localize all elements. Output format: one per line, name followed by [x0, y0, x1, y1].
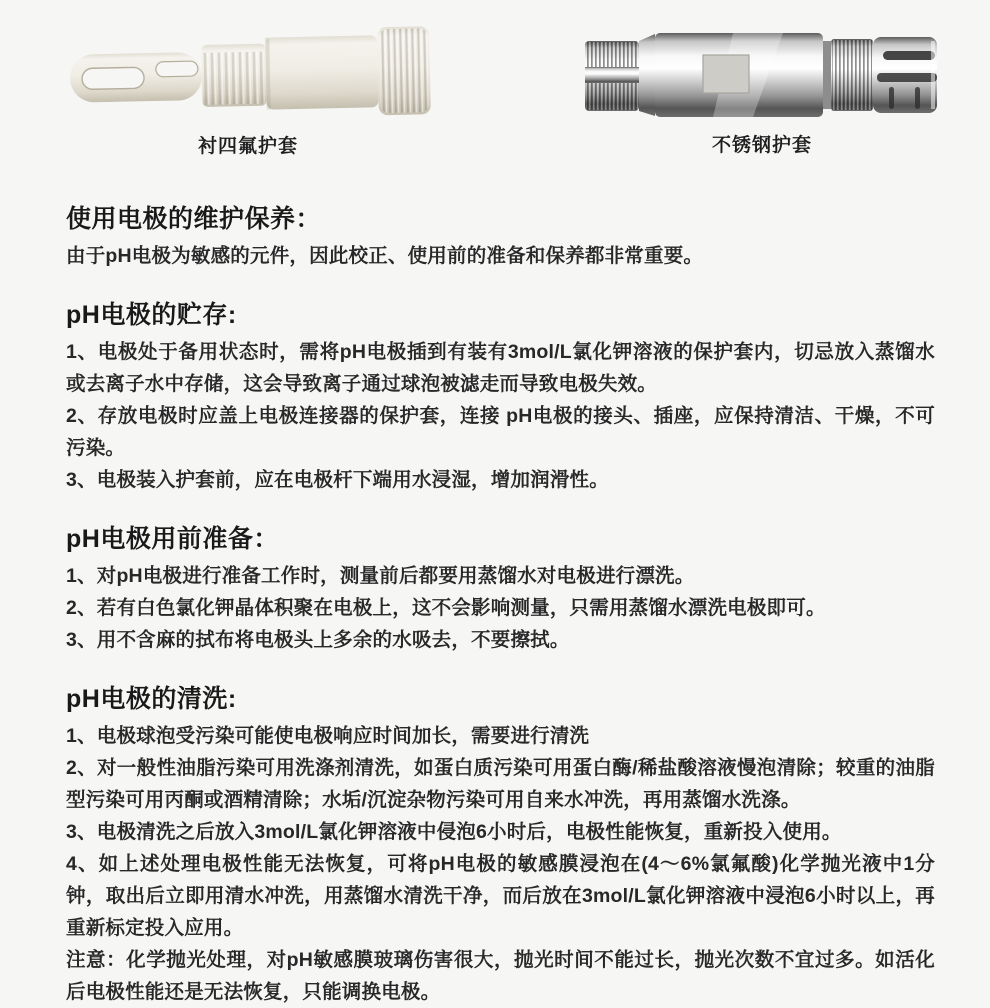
- product-images-row: [0, 0, 990, 158]
- section-heading-cleaning: pH电极的清洗:: [66, 685, 237, 713]
- product-steel-sleeve: [582, 26, 942, 157]
- list-item: 2、若有白色氯化钾晶体积聚在电极上，这不会影响测量，只需用蒸馏水漂洗电极即可。: [66, 597, 826, 619]
- section-cleaning: [66, 682, 935, 1008]
- list-item: 1、电极处于备用状态时，需将pH电极插到有装有3mol/L氯化钾溶液的保护套内，切忌放入蒸馏水或去离子水中存储，这会导致离子通过球泡被滤走而导致电极失效。: [66, 341, 935, 395]
- section-paragraph: 由于pH电极为敏感的元件，因此校正、使用前的准备和保养都非常重要。: [66, 245, 704, 267]
- steel-sleeve-image: [582, 29, 942, 121]
- list-item: 3、电极装入护套前，应在电极杆下端用水浸湿，增加润滑性。: [66, 469, 609, 491]
- list-item: 4、如上述处理电极性能无法恢复，可将pH电极的敏感膜浸泡在(4～6%氯氟酸)化学抛光液中1分钟，取出后立即用清水冲洗，用蒸馏水清洗干净，而后放在3mol/L氯化钾溶液中浸泡6小时以上，再重新标定投入应用。: [66, 853, 935, 939]
- product-caption-ptfe: 衬四氟护套: [197, 136, 298, 157]
- list-item: 1、电极球泡受污染可能使电极响应时间加长，需要进行清洗: [66, 725, 590, 747]
- section-heading-preparation: pH电极用前准备：: [66, 525, 279, 553]
- list-item: 2、对一般性油脂污染可用洗涤剂清洗，如蛋白质污染可用蛋白酶/稀盐酸溶液慢泡清除；较重的油脂型污染可用丙酮或酒精清除；水垢/沉淀杂物污染可用自来水冲洗，再用蒸馏水洗涤。: [66, 757, 935, 811]
- section-preparation: [66, 522, 935, 656]
- list-item: 3、用不含麻的拭布将电极头上多余的水吸去，不要擦拭。: [66, 629, 570, 651]
- section-heading-maintenance: 使用电极的维护保养：: [66, 205, 322, 233]
- list-item: 2、存放电极时应盖上电极连接器的保护套，连接 pH电极的接头、插座，应保持清洁、干燥，不可污染。: [66, 405, 935, 459]
- article-content: [66, 202, 935, 1008]
- ptfe-sleeve-image: [64, 26, 432, 122]
- product-caption-steel: 不锈钢护套: [711, 135, 812, 156]
- list-item: 3、电极清洗之后放入3mol/L氯化钾溶液中侵泡6小时后，电极性能恢复，重新投入使用。: [66, 821, 842, 843]
- product-ptfe-sleeve: [64, 26, 432, 158]
- list-item: 1、对pH电极进行准备工作时，测量前后都要用蒸馏水对电极进行漂洗。: [66, 565, 695, 587]
- note-paragraph: 注意：化学抛光处理，对pH敏感膜玻璃伤害很大，抛光时间不能过长，抛光次数不宜过多。如活化后电极性能还是无法恢复，只能调换电极。: [66, 949, 935, 1003]
- section-maintenance: [66, 202, 935, 272]
- section-storage: [66, 298, 935, 496]
- section-heading-storage: pH电极的贮存:: [66, 301, 237, 329]
